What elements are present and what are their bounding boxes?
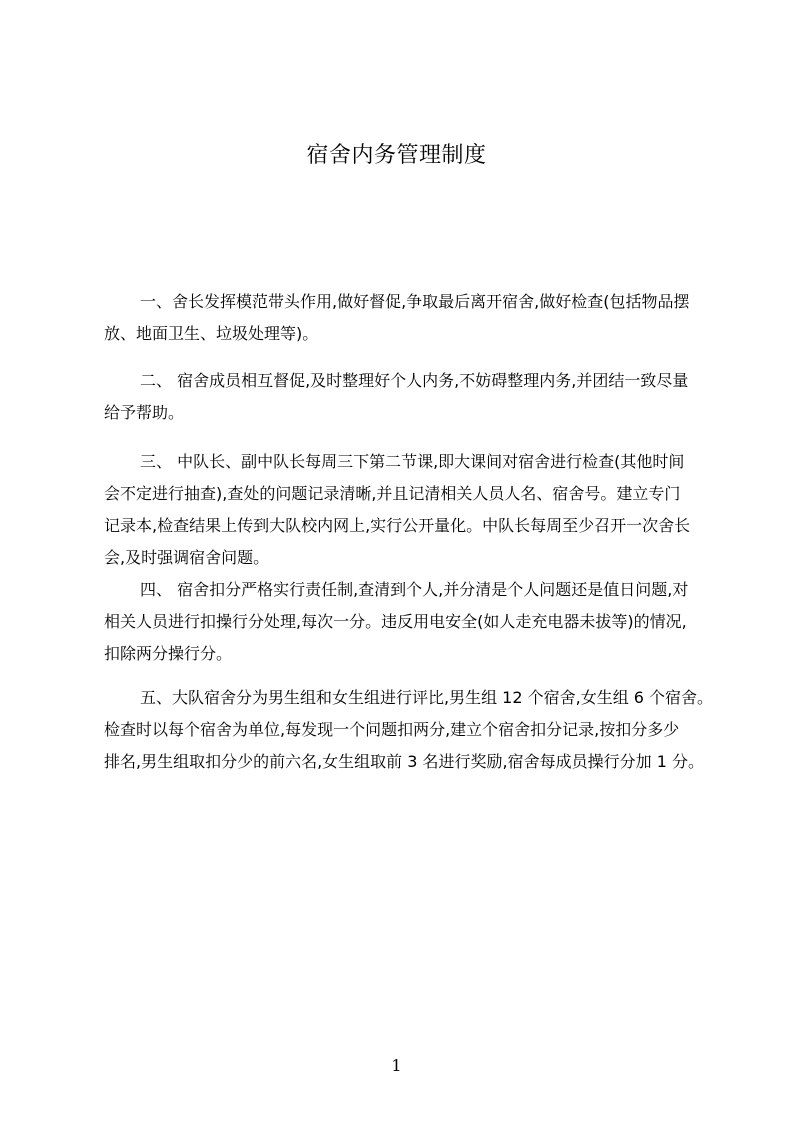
paragraph-line: 检查时以每个宿舍为单位,每发现一个问题扣两分,建立个宿舍扣分记录,按扣分多少 [104, 720, 680, 739]
paragraph-line: 一、舍长发挥模范带头作用,做好督促,争取最后离开宿舍,做好检查(包括物品摆 [140, 292, 690, 311]
paragraph-line: 排名,男生组取扣分少的前六名,女生组取前 3 名进行奖励,宿舍每成员操行分加 1 分。 [104, 752, 704, 771]
paragraph-line: 记录本,检查结果上传到大队校内网上,实行公开量化。中队长每周至少召开一次舍长 [104, 516, 691, 535]
paragraph-5 [104, 682, 714, 778]
paragraph-line: 五、大队宿舍分为男生组和女生组进行评比,男生组 12 个宿舍,女生组 6 个宿舍。 [140, 688, 714, 707]
paragraph-line: 三、 中队长、副中队长每周三下第二节课,即大课间对宿舍进行检查(其他时间 [140, 452, 685, 471]
paragraph-line: 会,及时强调宿舍问题。 [104, 548, 270, 567]
document-title: 宿舍内务管理制度 [306, 143, 487, 168]
paragraph-2 [104, 365, 702, 429]
paragraph-3 [104, 446, 702, 574]
paragraph-line: 会不定进行抽查),查处的问题记录清晰,并且记清相关人员人名、宿舍号。建立专门 [104, 484, 681, 503]
paragraph-line: 相关人员进行扣操行分处理,每次一分。违反用电安全(如人走充电器未拔等)的情况, [104, 612, 687, 631]
paragraph-line: 给予帮助。 [104, 403, 185, 422]
paragraph-4 [104, 574, 702, 670]
paragraph-1 [104, 286, 702, 350]
paragraph-line: 放、地面卫生、垃圾处理等)。 [104, 324, 319, 343]
page-number: 1 [391, 1056, 402, 1075]
paragraph-line: 扣除两分操行分。 [104, 644, 233, 663]
paragraph-line: 四、 宿舍扣分严格实行责任制,查清到个人,并分清是个人问题还是值日问题,对 [140, 580, 689, 599]
paragraph-line: 二、 宿舍成员相互督促,及时整理好个人内务,不妨碍整理内务,并团结一致尽量 [140, 371, 689, 390]
